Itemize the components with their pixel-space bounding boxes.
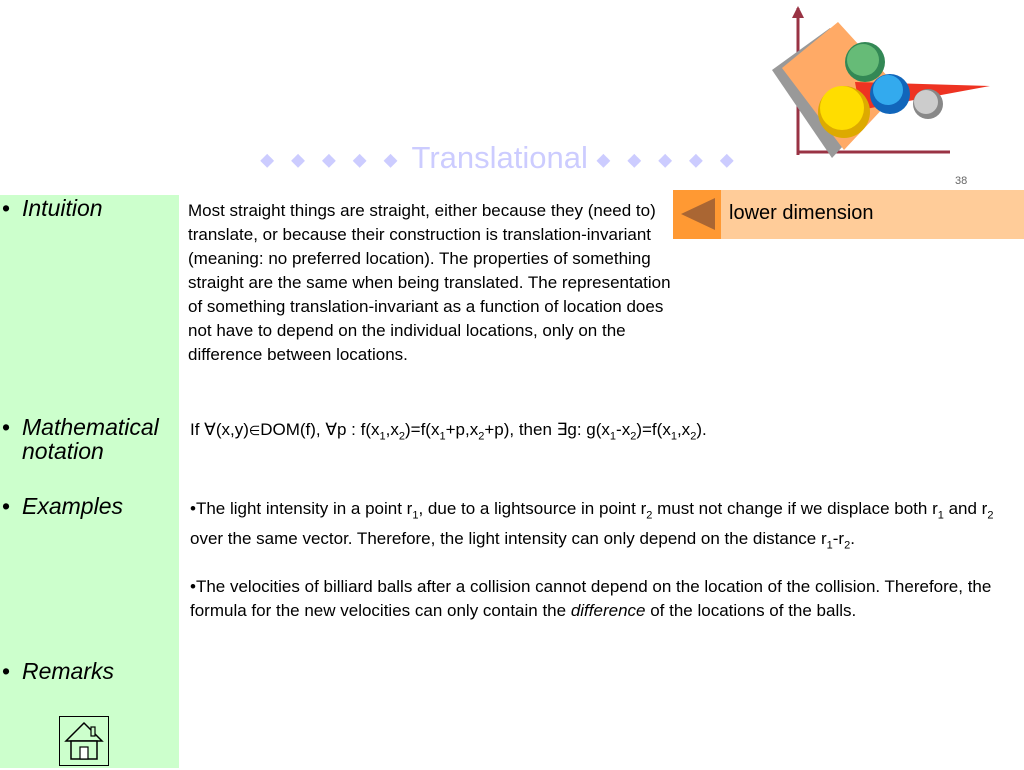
home-button[interactable] [59, 716, 109, 766]
bullet-label: Intuition [22, 195, 103, 221]
intuition-text: Most straight things are straight, either because they (need to) translate, or because their construction is translation-invariant (meaning: no preferred location). The properties of something straight are the same when being translated. The representation of something translation-invariant as a function of location does not have to depend on the individual locations, only on the difference between locations. [188, 201, 671, 364]
home-icon[interactable] [60, 717, 108, 765]
example-billiard-balls: •The velocities of billiard balls after a collision cannot depend on the location of the collision. Therefore, the formula for the new velocities can only contain the difference of the locations of the balls. [190, 577, 992, 620]
bullet-label: Mathematical notation [22, 414, 159, 464]
nav-label[interactable]: lower dimension [729, 202, 874, 224]
left-arrow-icon[interactable] [673, 190, 721, 239]
bullet-label: Remarks [22, 658, 115, 684]
lower-dimension-nav-button[interactable] [673, 190, 1024, 239]
title-left-diamonds: ◆ ◆ ◆ ◆ ◆ [260, 149, 404, 170]
slide-title [0, 140, 1000, 176]
example-light-intensity: •The light intensity in a point $r_1$, due to a lightsource in point $r_2$ must not change if we displace both $r_1$ and $r_2$ over the same vector. Therefore, the light intensity can only depend on the distance $r_1-r_2$. [190, 499, 994, 552]
title-right-diamonds: ◆ ◆ ◆ ◆ ◆ [596, 149, 740, 170]
notation-formula: If ∀(x,y)∈DOM(f), ∀p : $f(x_1,x_2)=f(x_1+p,x_2+p)$, then ∃g: $g(x_1-x_2)=f(x_1,x_2)$. [190, 420, 707, 443]
bullet-label: Examples [22, 493, 123, 519]
title-text: Translational [411, 140, 588, 175]
slide-number: 38 [955, 175, 968, 187]
